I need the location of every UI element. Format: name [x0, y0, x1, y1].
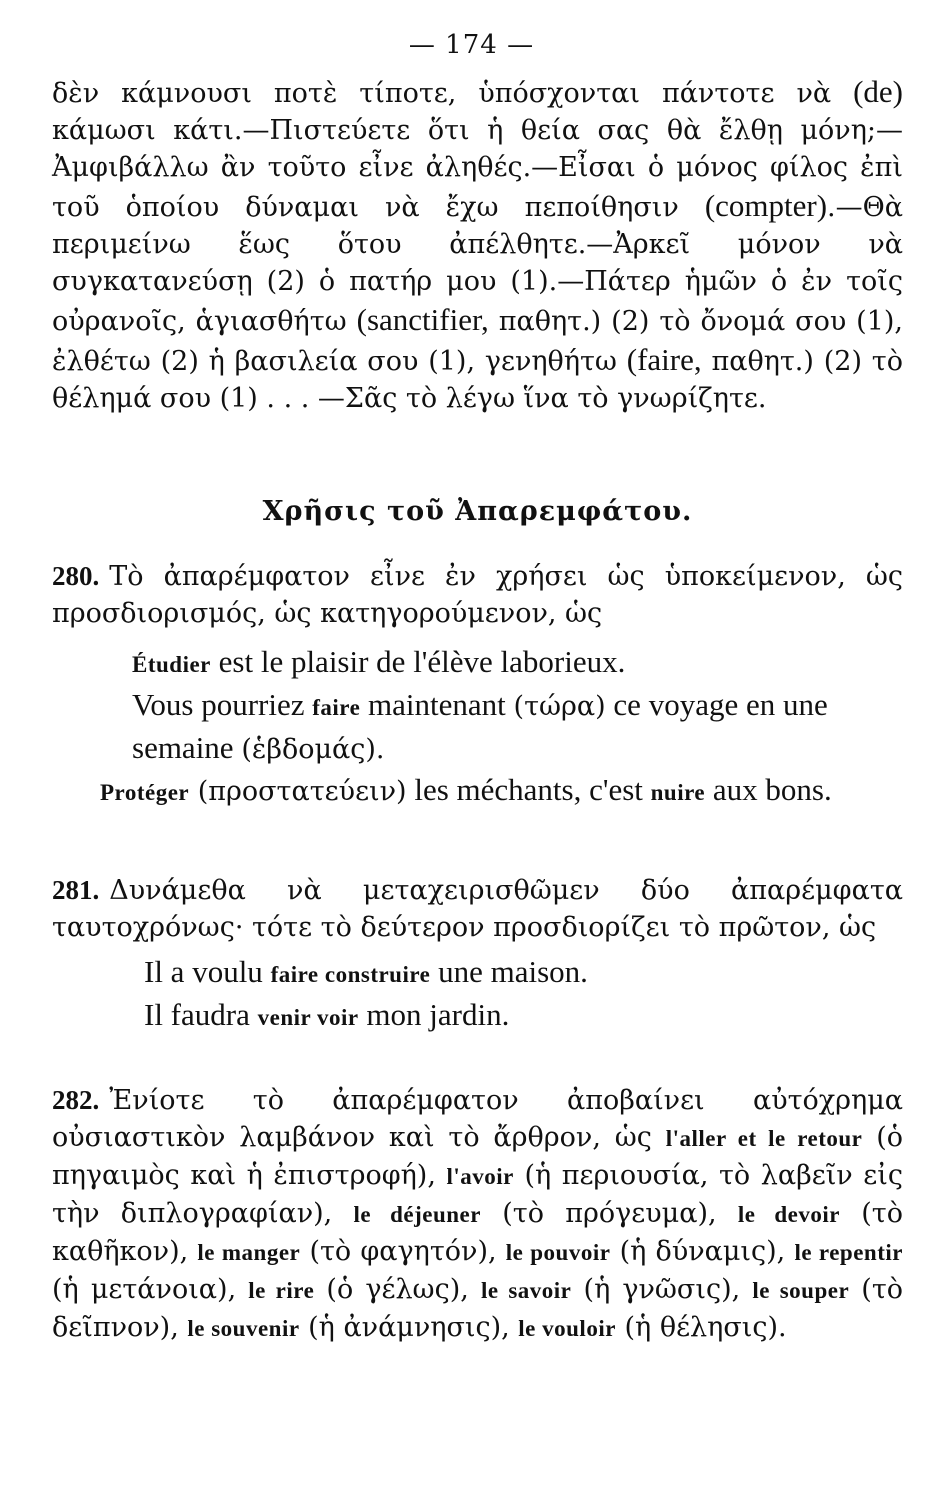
p280-ex1-term: Étudier [132, 652, 211, 677]
intro-part5: παθητ.) (2) τὸ θέλημά σου (1) . . . —Σᾶς τὸ λέγω ἵνα τὸ γνωρίζητε. [52, 346, 904, 414]
p282-gloss: (ὁ πηγαιμὸς καὶ ἡ ἐπιστροφή), [52, 1122, 903, 1191]
p282-gloss: (ὁ γέλως), [314, 1274, 481, 1305]
p280-ex2-a: Vous pourriez [132, 687, 313, 722]
p280-number: 280. [52, 561, 100, 591]
p282-term: le souvenir [187, 1316, 300, 1341]
paragraph-282 [52, 1082, 903, 1347]
intro-compter: (compter) [704, 188, 828, 223]
p280-ex3-b: aux bons. [705, 772, 832, 807]
paragraph-281 [52, 872, 903, 1038]
p282-gloss: (τὸ φαγητόν), [300, 1236, 506, 1267]
p280-example-1 [52, 642, 903, 685]
p281-ex2-a: Il faudra [144, 997, 258, 1032]
p282-term: le vouloir [518, 1316, 616, 1341]
p282-gloss: (τὸ πρόγευμα), [480, 1198, 738, 1229]
p282-term: le devoir [737, 1202, 840, 1227]
intro-part4: παθητ.) (2) τὸ ὄνομά σου (1), ἐλθέτω (2) ἡ βασιλεία σου (1), γενηθήτω [52, 306, 904, 377]
p280-ex3-term2: nuire [650, 780, 706, 805]
p280-example-2 [52, 685, 903, 770]
p282-gloss: (ἡ ἀνάμνησις), [299, 1312, 519, 1343]
p280-example-3 [52, 770, 903, 813]
section-heading-block [52, 496, 903, 527]
p280-body: Τὸ ἀπαρέμφατον εἶνε ἐν χρήσει ὡς ὑποκείμενον, ὡς προσδιορισμός, ὡς κατηγορούμενον, ὡς [52, 561, 903, 629]
p282-term: l'aller et le retour [665, 1126, 863, 1151]
p280-ex2-b: maintenant [360, 687, 514, 722]
p282-gloss: (τὸ καθῆκον), [52, 1198, 904, 1267]
p281-example-1 [52, 952, 903, 995]
p280-ex3-gloss: (προστατεύειν) [189, 776, 407, 807]
section-title: Χρῆσις τοῦ Ἀπαρεμφάτου. [262, 496, 693, 527]
p280-ex3-term: Protéger [100, 780, 190, 805]
p282-term: le savoir [480, 1278, 572, 1303]
p282-term: le repentir [794, 1240, 903, 1265]
p282-term: le pouvoir [505, 1240, 611, 1265]
p281-number: 281. [52, 875, 100, 905]
p282-number: 282. [52, 1085, 100, 1115]
p282-gloss: (ἡ δύναμις), [610, 1236, 795, 1267]
p281-ex2-b: mon jardin. [358, 997, 510, 1032]
p282-term: le rire [248, 1278, 315, 1303]
p281-body: Δυνάμεθα νὰ μεταχειρισθῶμεν δύο ἀπαρέμφατα ταυτοχρόνως· τότε τὸ δεύτερον προσδιορίζει τὸ πρῶτον, ὡς [52, 875, 903, 943]
p282-term: le souper [752, 1278, 850, 1303]
p282-lead: Ἐνίοτε τὸ ἀπαρέμφατον ἀποβαίνει αὐτόχρημα οὐσιαστικὸν λαμβάνον καὶ τὸ ἄρθρον, ὡς [52, 1085, 903, 1153]
p282-gloss: (τὸ δεῖπνον), [52, 1274, 904, 1343]
p281-ex1-term: faire construire [270, 962, 431, 987]
p282-gloss: (ἡ μετάνοια), [52, 1274, 249, 1305]
p282-items [52, 1122, 903, 1343]
intro-faire: (faire, [626, 342, 702, 377]
p280-text [52, 558, 903, 632]
p280-ex2-term: faire [312, 695, 361, 720]
intro-part3: .—Θὰ περιμείνω ἕως ὅτου ἀπέλθητε.—Ἀρκεῖ μόνον νὰ συγκατανεύσῃ (2) ὁ πατήρ μου (1).—Πάτερ ἡμῶν ὁ ἐν τοῖς οὐρανοῖς, ἁγιασθήτω [52, 192, 903, 337]
p280-ex3-a: les méchants, c'est [406, 772, 651, 807]
p280-ex2-c: ce voyage en une semaine [132, 687, 828, 765]
page-number: — 174 — [408, 30, 535, 60]
intro-sanctifier: (sanctifier, [356, 302, 489, 337]
intro-de: (de) [853, 74, 903, 109]
p281-example-2 [52, 995, 903, 1038]
intro-text [52, 72, 903, 417]
p280-ex2-gloss1: (τώρα) [513, 691, 606, 722]
p282-gloss: (ἡ θέλησις). [615, 1312, 787, 1343]
intro-part2: κάμωσι κάτι.—Πιστεύετε ὅτι ἡ θεία σας θὰ ἔλθῃ μόνη;—Ἀμφιβάλλω ἂν τοῦτο εἶνε ἀληθές.—Εἶσαι ὁ μόνος φίλος ἐπὶ τοῦ ὁποίου δύναμαι νὰ ἔχω πεποίθησιν [52, 115, 903, 223]
p282-term: l'avoir [446, 1164, 514, 1189]
p281-ex1-a: Il a voulu [144, 954, 271, 989]
p280-ex2-gloss2: (ἑβδομάς). [241, 734, 385, 765]
p280-ex1-rest: est le plaisir de l'élève laborieux. [210, 644, 626, 679]
p282-gloss: (ἡ περιουσία, τὸ λαβεῖν εἰς τὴν διπλογραφίαν), [52, 1160, 903, 1229]
paragraph-280 [52, 558, 903, 813]
intro-part1: δὲν κάμνουσι ποτὲ τίποτε, ὑπόσχονται πάντοτε νὰ [52, 78, 854, 109]
p281-text [52, 872, 903, 946]
p282-term: le manger [197, 1240, 301, 1265]
p281-ex1-b: une maison. [430, 954, 588, 989]
intro-paragraph [52, 72, 903, 417]
p282-gloss: (ἡ γνῶσις), [571, 1274, 753, 1305]
p281-ex2-term: venir voir [257, 1005, 359, 1030]
p282-text [52, 1082, 903, 1347]
p282-term: le déjeuner [353, 1202, 481, 1227]
